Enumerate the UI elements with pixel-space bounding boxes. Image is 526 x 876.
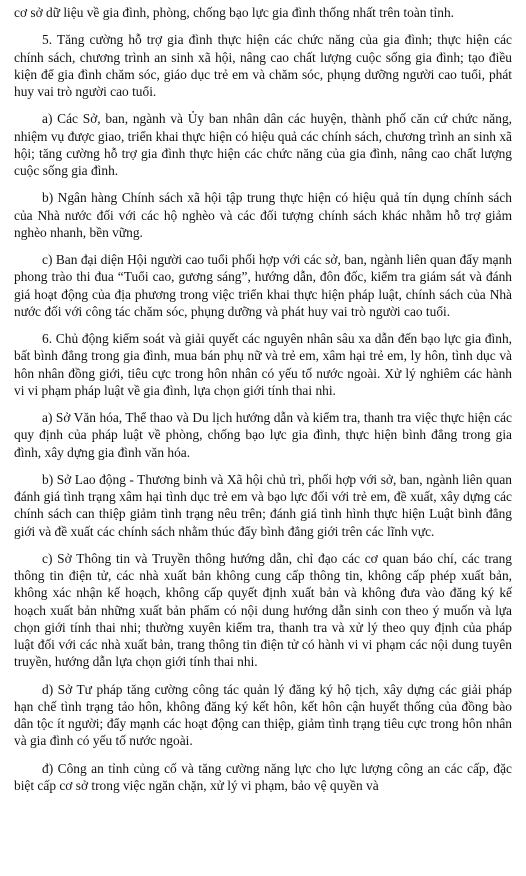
paragraph-item-6dd: đ) Công an tỉnh củng cố và tăng cường năng lực cho lực lượng công an các cấp, đặc biệt cấp cơ sở trong việc ngăn chặn, xử lý vi phạm, bảo vệ quyền và	[14, 760, 512, 793]
paragraph-item-6c: c) Sở Thông tin và Truyền thông hướng dẫn, chỉ đạo các cơ quan báo chí, các trang thông tin điện tử, các nhà xuất bản không cung cấp thông tin, không cấp phép xuất bản, không xác nhận kế hoạch, không cấp quyết định xuất bản và không đưa vào đăng ký kế hoạch xuất bản những xuất bản phẩm có nội dung hướng dẫn sinh con theo ý muốn và lựa chọn giới tính thai nhi; thường xuyên kiểm tra, thanh tra và xử lý theo quy định của pháp luật đối với các nhà xuất bản, trang thông tin điện tử có hành vi vi phạm các nội dung tuyên truyền, hướng dẫn lựa chọn giới tính thai nhi.	[14, 550, 512, 670]
paragraph-item-6d: d) Sở Tư pháp tăng cường công tác quản lý đăng ký hộ tịch, xây dựng các giải pháp hạn chế tình trạng tảo hôn, không đăng ký kết hôn, kết hôn cận huyết thống của đồng bào dân tộc ít người; đẩy mạnh các hoạt động can thiệp, giảm tình trạng tiêu cực trong hôn nhân và gia đình có yếu tố nước ngoài.	[14, 681, 512, 749]
paragraph-item-6a: a) Sở Văn hóa, Thể thao và Du lịch hướng dẫn và kiểm tra, thanh tra việc thực hiện các quy định của pháp luật về phòng, chống bạo lực gia đình, thực hiện bình đẳng trong gia đình, xây dựng gia đình văn hóa.	[14, 410, 512, 460]
paragraph-item-5: 5. Tăng cường hỗ trợ gia đình thực hiện các chức năng của gia đình; thực hiện các chính sách, chương trình an sinh xã hội, nâng cao chất lượng cuộc sống gia đình; tạo điều kiện để gia đình chăm sóc, giáo dục trẻ em và chăm sóc, phụng dưỡng người cao tuổi, phát huy vai trò người cao tuổi.	[14, 32, 512, 99]
paragraph-continuation: cơ sở dữ liệu về gia đình, phòng, chống bạo lực gia đình thống nhất trên toàn tỉnh.	[14, 5, 454, 20]
paragraph-item-5c: c) Ban đại diện Hội người cao tuổi phối hợp với các sở, ban, ngành liên quan đẩy mạnh phong trào thi đua “Tuổi cao, gương sáng”, hướng dẫn, đôn đốc, kiểm tra giám sát và đánh giá hoạt động của địa phương trong việc triển khai thực hiện pháp luật, chính sách của Nhà nước đối với công tác chăm sóc, phụng dưỡng và phát huy vai trò người cao tuổi.	[14, 252, 512, 319]
paragraph-item-5b: b) Ngân hàng Chính sách xã hội tập trung thực hiện có hiệu quả tín dụng chính sách của Nhà nước đối với các hộ nghèo và các đối tượng chính sách khác nhằm hỗ trợ giảm nghèo nhanh, bền vững.	[14, 190, 512, 240]
paragraph-item-6b: b) Sở Lao động - Thương binh và Xã hội chủ trì, phối hợp với sở, ban, ngành liên quan đánh giá tình trạng xâm hại tình dục trẻ em và bạo lực đối với trẻ em, đề xuất, xây dựng các chính sách can thiệp giảm tình trạng nêu trên; đánh giá tình hình thực hiện Luật bình đẳng giới và đề xuất các chính sách nhằm thúc đẩy bình đẳng giới trên các lĩnh vực.	[14, 471, 512, 539]
paragraph-item-6: 6. Chủ động kiểm soát và giải quyết các nguyên nhân sâu xa dẫn đến bạo lực gia đình, bất bình đẳng trong gia đình, mua bán phụ nữ và trẻ em, xâm hại trẻ em, ly hôn, tình dục và hôn nhân đồng giới, tiêu cực trong hôn nhân có yếu tố nước ngoài. Xử lý nghiêm các hành vi vi phạm pháp luật về gia đình, lựa chọn giới tính thai nhi.	[14, 331, 512, 398]
paragraph-item-5a: a) Các Sở, ban, ngành và Ủy ban nhân dân các huyện, thành phố căn cứ chức năng, nhiệm vụ được giao, triển khai thực hiện có hiệu quả các chính sách, chương trình an sinh xã hội; tăng cường hỗ trợ gia đình thực hiện các chức năng của gia đình, nâng cao chất lượng cuộc sống gia đình.	[14, 111, 512, 178]
